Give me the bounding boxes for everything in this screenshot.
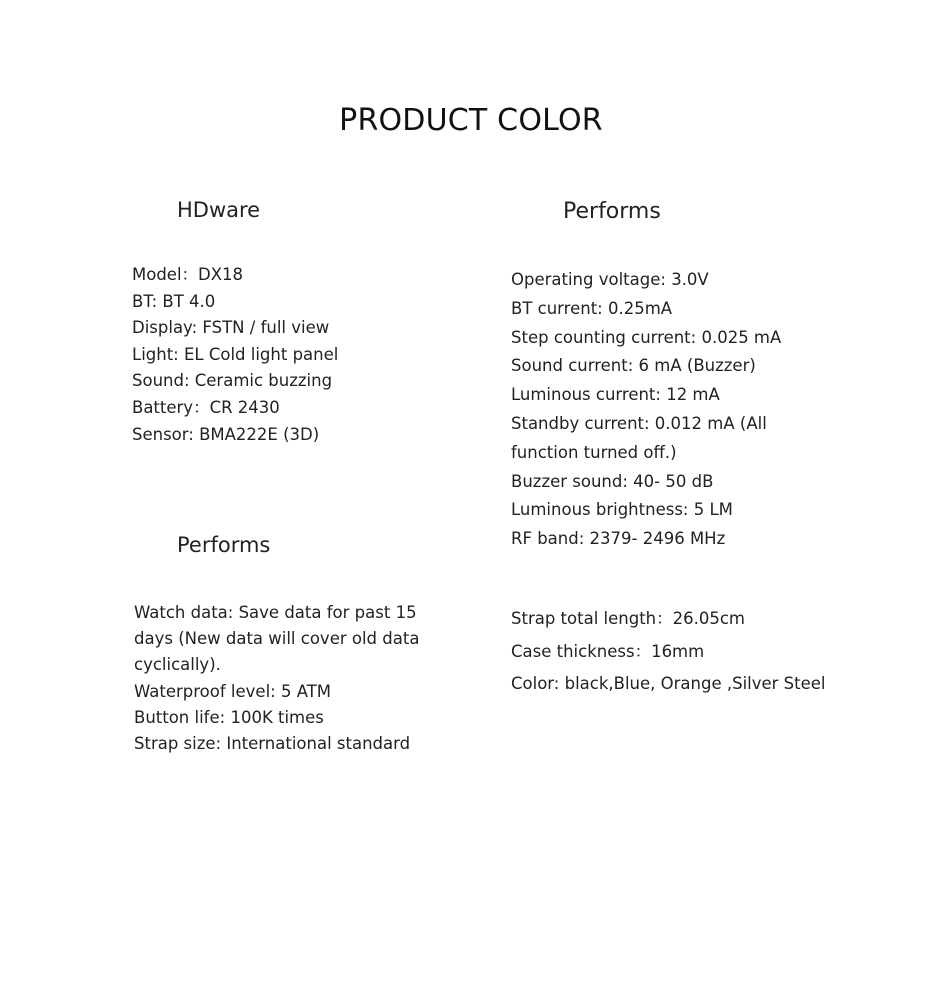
spec-button-life: Button life: 100K times [134,707,324,727]
page-title: PRODUCT COLOR [339,103,603,138]
hdware-spec-list [132,262,338,448]
watch-spec-list [134,600,439,757]
spec-bt-current: BT current: 0.25mA [511,298,673,318]
spec-battery: Battery：CR 2430 [132,397,280,417]
spec-watch-data: Watch data: Save data for past 15 days (New data will cover old data cyclically). [134,603,420,675]
spec-color: Color: black,Blue, Orange ,Silver Steel [511,674,826,694]
spec-bt: BT: BT 4.0 [132,291,216,311]
spec-strap-length: Strap total length：26.05cm [511,609,746,628]
hdware-heading: HDware [177,198,261,222]
spec-luminous-brightness: Luminous brightness: 5 LM [511,500,733,520]
performs-heading-left: Performs [177,533,271,557]
spec-light: Light: EL Cold light panel [132,344,339,364]
spec-buzzer-sound: Buzzer sound: 40- 50 dB [511,471,714,491]
spec-display: Display: FSTN / full view [132,318,330,338]
performs-heading-right: Performs [563,199,661,224]
spec-luminous-current: Luminous current: 12 mA [511,385,720,405]
spec-sensor: Sensor: BMA222E (3D) [132,424,320,444]
spec-standby-current: Standby current: 0.012 mA (All function turned off.) [511,413,767,462]
spec-waterproof-level: Waterproof level: 5 ATM [134,681,332,701]
spec-rf-band: RF band: 2379- 2496 MHz [511,529,726,549]
spec-sound: Sound: Ceramic buzzing [132,371,333,391]
spec-strap-size: Strap size: International standard [134,734,411,754]
performance-spec-list [511,266,811,554]
spec-model: Model：DX18 [132,265,244,284]
spec-sound-current: Sound current: 6 mA (Buzzer) [511,356,756,376]
strap-spec-list [511,603,826,701]
spec-case-thickness: Case thickness：16mm [511,641,705,661]
spec-operating-voltage: Operating voltage: 3.0V [511,270,709,289]
spec-step-counting-current: Step counting current: 0.025 mA [511,327,782,347]
